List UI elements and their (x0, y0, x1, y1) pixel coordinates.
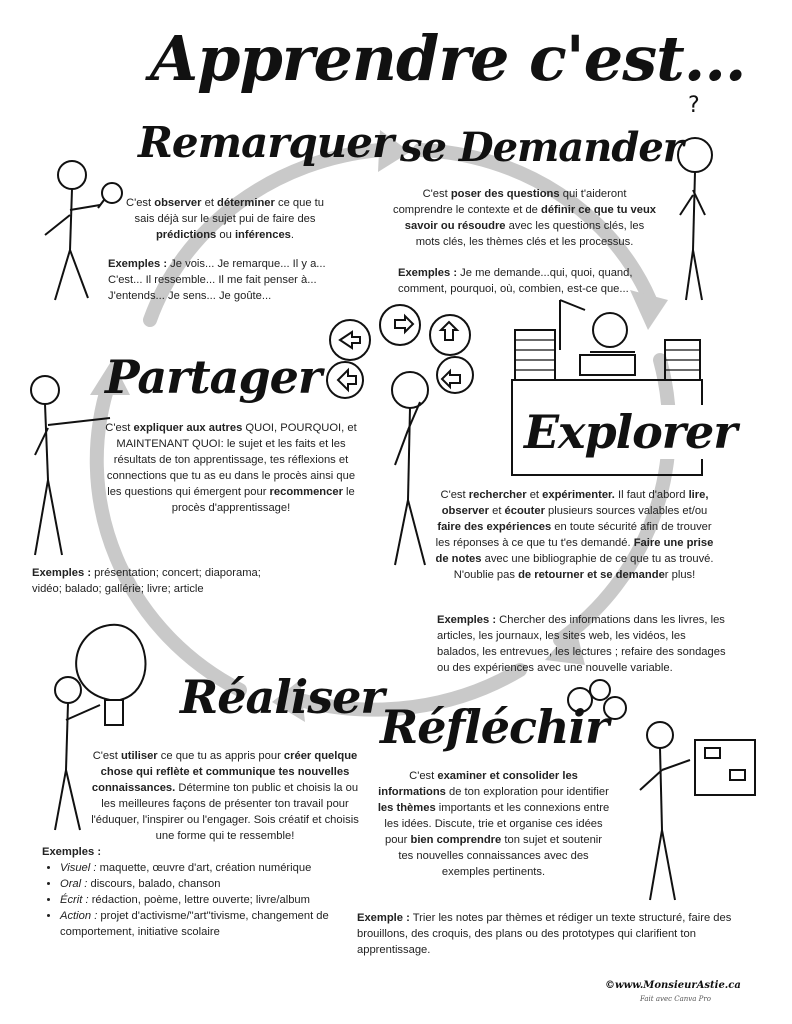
partager-description: C'est expliquer aux autres QUOI, POURQUOI, et MAINTENANT QUOI: le sujet et les faits et les résultats de ton apprentissage, tes réflexions et connections que tu as eu dans le procès ainsi que les questions qui émergent pour recommencer le procès d'apprentissage! (105, 422, 357, 514)
demander-description: C'est poser des questions qui t'aideront comprendre le contexte et de définir ce que tu veux savoir ou résoudre avec les questions clés, les mots clés, les thèmes clés et les processus. (392, 188, 657, 248)
heading-se-demander: se Demander (400, 124, 683, 171)
wondering-figure (678, 138, 712, 300)
remarquer-examples (108, 256, 343, 304)
explorer-examples (437, 612, 727, 676)
partager-examples (32, 565, 282, 597)
partager-examples-text: présentation; concert; diaporama; vidéo; balado; gallérie; livre; article (32, 567, 261, 595)
heading-realiser: Réaliser (180, 670, 384, 724)
list-item: • Action : projet d'activisme/"art"tivisme, changement de comportement, initiative scolaire (60, 908, 342, 940)
remarquer-examples-label: Exemples : (108, 258, 168, 270)
list-item: • Visuel : maquette, œuvre d'art, création numérique (60, 860, 342, 876)
heading-explorer: Explorer (520, 405, 741, 459)
heading-remarquer: Remarquer (138, 118, 394, 167)
list-item: • Écrit : rédaction, poème, lettre ouverte; livre/album (60, 892, 342, 908)
reflechir-examples-text: Trier les notes par thèmes et rédiger un texte structuré, faire des brouillons, des croquis, des plans ou des prototypes qui clarifient ton apprentissage. (357, 912, 732, 956)
realiser-examples-list (42, 860, 342, 940)
reflechir-description: C'est examiner et consolider les informations de ton exploration pour identifier les thèmes importants et les connexions entre les idées. Discute, trie et organise ces idées pour bien comprendre ton sujet et soutenir tes nouvelles connaissances avec des exemples pertinents. (377, 770, 610, 878)
credit-made-with: Fait avec Canva Pro (640, 995, 711, 1003)
demander-examples (398, 265, 653, 297)
credit-site[interactable]: ©www.MonsieurAstie.ca (605, 980, 741, 991)
realiser-description: C'est utiliser ce que tu as appris pour créer quelque chose qui reflète et communique tes nouvelles connaissances. Détermine ton public et choisis la ou les meilleures façons de présenter ton travail pour l'éduquer, l'inspirer ou l'engager. Sois créatif et choisis une forme qui te ressemble! (91, 750, 359, 842)
explorer-examples-label: Exemples : (437, 614, 497, 626)
heading-reflechir: Réfléchir (380, 700, 609, 754)
list-item: • Oral : discours, balado, chanson (60, 876, 342, 892)
partager-examples-label: Exemples : (32, 567, 92, 579)
explorer-examples-text: Chercher des informations dans les livres, les articles, les journaux, les sites web, les vidéos, les balados, les entrevues, les lectures ; refaire des sondages ou des expériences avec une nouvelle variable. (437, 614, 726, 674)
heading-partager: Partager (105, 350, 322, 404)
remarquer-description: C'est observer et déterminer ce que tu sais déjà sur le sujet pui de faire des prédictions ou inférences. (125, 197, 325, 241)
remarquer-examples-text: Je vois... Je remarque... Il y a... C'est... Il ressemble... Il me fait penser à... J'entends... Je sens... Je goûte... (108, 258, 326, 302)
reflechir-examples (357, 910, 732, 958)
explorer-description: C'est rechercher et expérimenter. Il faut d'abord lire, observer et écouter plusieurs sources valables et/ou faire des expériences en toute sécurité afin de trouver les réponses à ce que tu t'es demandé. Faire une prise de notes avec une bibliographie de ce que tu as trouvé. N'oublie pas de retourner et se demander plus! (435, 489, 714, 581)
reflechir-examples-label: Exemple : (357, 912, 410, 924)
demander-examples-text: Je me demande...qui, quoi, quand, comment, pourquoi, où, combien, est-ce que... (398, 267, 633, 295)
demander-examples-label: Exemples : (398, 267, 458, 279)
realiser-examples-label: Exemples : (42, 846, 102, 858)
page-title: Apprendre c'est... (150, 22, 746, 95)
question-mark-icon: ? (688, 93, 700, 118)
realiser-examples (42, 844, 342, 940)
